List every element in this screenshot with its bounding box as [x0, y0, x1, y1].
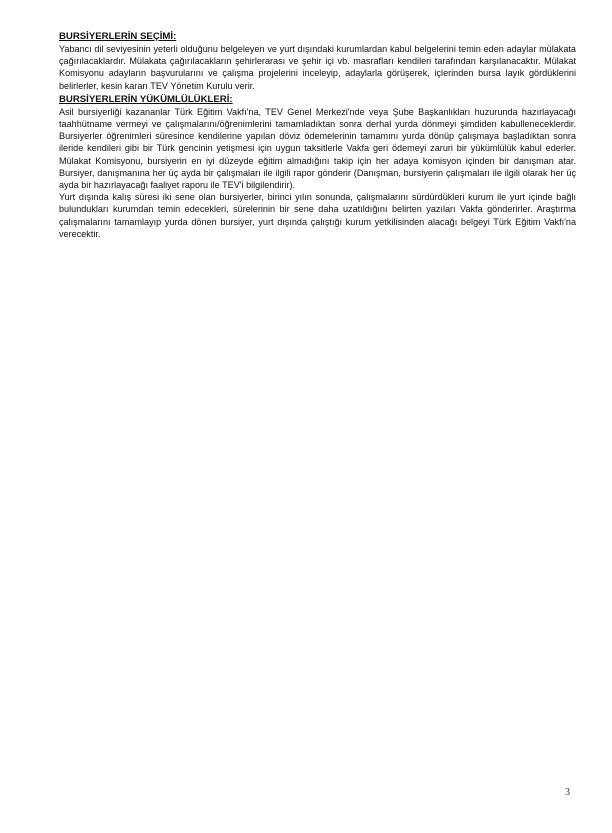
- document-body: [59, 31, 576, 240]
- paragraph-obligations-2: Yurt dışında kalış süresi iki sene olan bursiyerler, birinci yılın sonunda, çalışmalarını sürdürdükleri kurum ile yurt içinde bağlı bulundukları kurumdan temin edecekleri, sürelerinin bir sene daha uzatıldığını belirten yazıları Vakfa gönderirler. Araştırma çalışmalarını tamamlayıp yurda dönen bursiyer, yurt dışında çalıştığı kurum yetkilisinden alacağı belgeyi Türk Eğitim Vakfı'na verecektir.: [59, 192, 576, 239]
- section-heading-selection: BURSİYERLERİN SEÇİMİ:: [59, 31, 177, 42]
- paragraph-selection: Yabancı dil seviyesinin yeterli olduğunu belgeleyen ve yurt dışındaki kurumlardan kabul belgelerini temin eden adaylar mülakata çağırılacaklardır. Mülakata çağırılacakların şehirlerarası ve şehir içi vb. masrafları kendileri tarafından karşılanacaktır. Mülakat Komisyonu adayların başvurularını ve çalışma projelerini inceleyip, adaylarla görüşerek, içlerinden bursa layık gördüklerini belirlerler, kesin kararı TEV Yönetim Kurulu verir.: [59, 44, 576, 91]
- section-selection: [59, 31, 576, 92]
- section-heading-obligations: BURSİYERLERİN YÜKÜMLÜLÜKLERİ:: [59, 93, 233, 105]
- paragraph-obligations-1: Asil bursiyerliği kazananlar Türk Eğitim Vakfı'na, TEV Genel Merkezi'nde veya Şube Başkanlıkları huzurunda hazırlayacağı taahhütname vermeyi ve çalışmalarını/öğrenimlerini tamamladıktan sonra derhal yurda dönmeyi şimdiden kabulleneceklerdir. Bursiyerler öğrenimleri süresince kendilerine yapılan döviz ödemelerinin tamamını yurda dönüp çalışmaya başladıktan sonra ileride kendileri gibi bir Türk gencinin yetişmesi için uygun taksitlerle Vakfa geri ödemeyi zaruri bir yükümlülük kabul ederler. Mülakat Komisyonu, bursiyerin en iyi düzeyde eğitim almadığını takip için her adaya komisyon içinden bir danışman atar. Bursiyer, danışmanına her üç ayda bir çalışmaları ile ilgili rapor gönderir (Danışman, bursiyerin çalışmaları ile ilgili olarak her üç ayda bir hazırlayacağı faaliyet raporu ile TEV'i bilgilendirir).: [59, 106, 576, 191]
- section-obligations: [59, 94, 576, 240]
- page-number: 3: [565, 787, 570, 798]
